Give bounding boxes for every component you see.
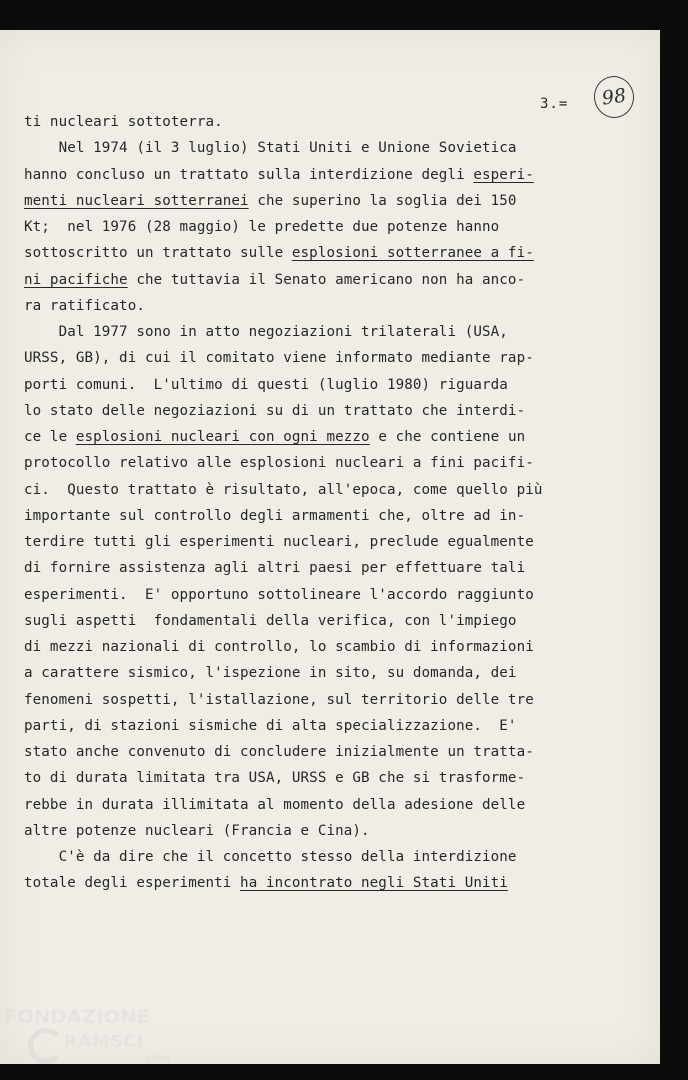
- text-segment: a carattere sismico, l'ispezione in sito, su domanda, dei: [24, 665, 517, 682]
- text-line: [24, 377, 508, 393]
- text-line: [24, 797, 525, 813]
- text-line: [24, 718, 517, 734]
- text-segment: e che contiene un: [369, 429, 526, 445]
- text-line: [24, 219, 499, 235]
- text-line: [24, 534, 534, 550]
- underlined-text: ha incontrato negli Stati Uniti: [240, 875, 508, 892]
- text-segment: protocollo relativo alle esplosioni nucleari a fini pacifi-: [24, 455, 534, 472]
- text-segment: lo stato delle negoziazioni su di un trattato che interdi-: [24, 402, 526, 419]
- text-segment: URSS, GB), di cui il comitato viene informato mediante rap-: [24, 350, 534, 367]
- text-line: [24, 770, 525, 786]
- text-line: [24, 692, 534, 708]
- text-segment: ra ratificato.: [24, 297, 145, 314]
- text-line: [24, 875, 508, 891]
- watermark-line2: RAMSCI: [64, 1032, 145, 1052]
- text-segment: totale degli esperimenti: [24, 875, 241, 892]
- text-line: [24, 482, 543, 498]
- text-segment: C'è da dire che il concetto stesso della interdizione: [24, 849, 517, 865]
- text-line: [24, 639, 534, 655]
- fondazione-gramsci-watermark: [0, 1000, 180, 1080]
- text-line: [24, 114, 223, 130]
- text-line: [24, 193, 517, 209]
- text-line: [24, 744, 534, 760]
- text-line: [24, 167, 534, 183]
- archive-stamp-number: 98: [591, 73, 636, 120]
- text-line: [24, 665, 517, 681]
- text-line: [24, 587, 534, 603]
- text-segment: sugli aspetti fondamentali della verifica, con l'impiego: [24, 612, 517, 629]
- text-segment: di mezzi nazionali di controllo, lo scambio di informazioni: [24, 639, 534, 655]
- underlined-text: ni pacifiche: [24, 271, 128, 288]
- text-segment: di fornire assistenza agli altri paesi per effettuare tali: [24, 560, 526, 577]
- text-line: [24, 455, 534, 471]
- underlined-text: esplosioni nucleari con ogni mezzo: [75, 429, 370, 445]
- text-line: [24, 324, 508, 340]
- text-line: [24, 403, 525, 419]
- text-segment: Dal 1977 sono in atto negoziazioni trilaterali (USA,: [24, 324, 508, 340]
- text-segment: che tuttavia il Senato americano non ha anco-: [127, 271, 526, 288]
- text-line: [24, 298, 145, 314]
- watermark-line1: FONDAZIONE: [4, 1006, 151, 1028]
- text-segment: stato anche convenuto di concludere inizialmente un tratta-: [24, 744, 534, 760]
- text-line: [24, 849, 517, 865]
- text-segment: to di durata limitata tra USA, URSS e GB che si trasforme-: [24, 770, 526, 787]
- text-segment: parti, di stazioni sismiche di alta specializzazione. E': [24, 717, 517, 734]
- underlined-text: esperi-: [473, 166, 534, 183]
- text-line: [24, 508, 525, 524]
- text-segment: importante sul controllo degli armamenti che, oltre ad in-: [24, 507, 526, 524]
- text-segment: esperimenti. E' opportuno sottolineare l'accordo raggiunto: [24, 586, 534, 603]
- text-segment: porti comuni. L'ultimo di questi (luglio 1980) riguarda: [24, 376, 508, 393]
- text-line: [24, 823, 370, 839]
- text-line: [24, 350, 534, 366]
- watermark-onlus: onlus: [146, 1054, 171, 1064]
- text-segment: rebbe in durata illimitata al momento della adesione delle: [24, 796, 526, 813]
- text-segment: fenomeni sospetti, l'istallazione, sul territorio delle tre: [24, 691, 534, 708]
- text-line: [24, 272, 525, 288]
- underlined-text: menti nucleari sotterranei: [24, 192, 249, 209]
- text-segment: Nel 1974 (il 3 luglio) Stati Uniti e Unione Sovietica: [24, 140, 517, 157]
- text-line: [24, 429, 525, 445]
- watermark-g-logo-icon: [28, 1028, 64, 1064]
- text-line: [24, 245, 534, 261]
- text-segment: che superino la soglia dei 150: [248, 192, 517, 209]
- text-line: [24, 140, 517, 156]
- text-segment: altre potenze nucleari (Francia e Cina).: [24, 822, 370, 839]
- text-segment: Kt; nel 1976 (28 maggio) le predette due potenze hanno: [24, 219, 500, 235]
- text-segment: hanno concluso un trattato sulla interdizione degli: [24, 166, 474, 183]
- page-number: 3.=: [540, 96, 569, 112]
- text-segment: terdire tutti gli esperimenti nucleari, preclude egualmente: [24, 534, 534, 550]
- text-segment: sottoscritto un trattato sulle: [24, 245, 292, 262]
- text-segment: ci. Questo trattato è risultato, all'epoca, come quello più: [24, 481, 543, 498]
- text-line: [24, 560, 525, 576]
- text-line: [24, 613, 517, 629]
- text-segment: ce le: [24, 429, 76, 445]
- text-segment: ti nucleari sottoterra.: [24, 114, 223, 130]
- underlined-text: esplosioni sotterranee a fi-: [291, 245, 534, 262]
